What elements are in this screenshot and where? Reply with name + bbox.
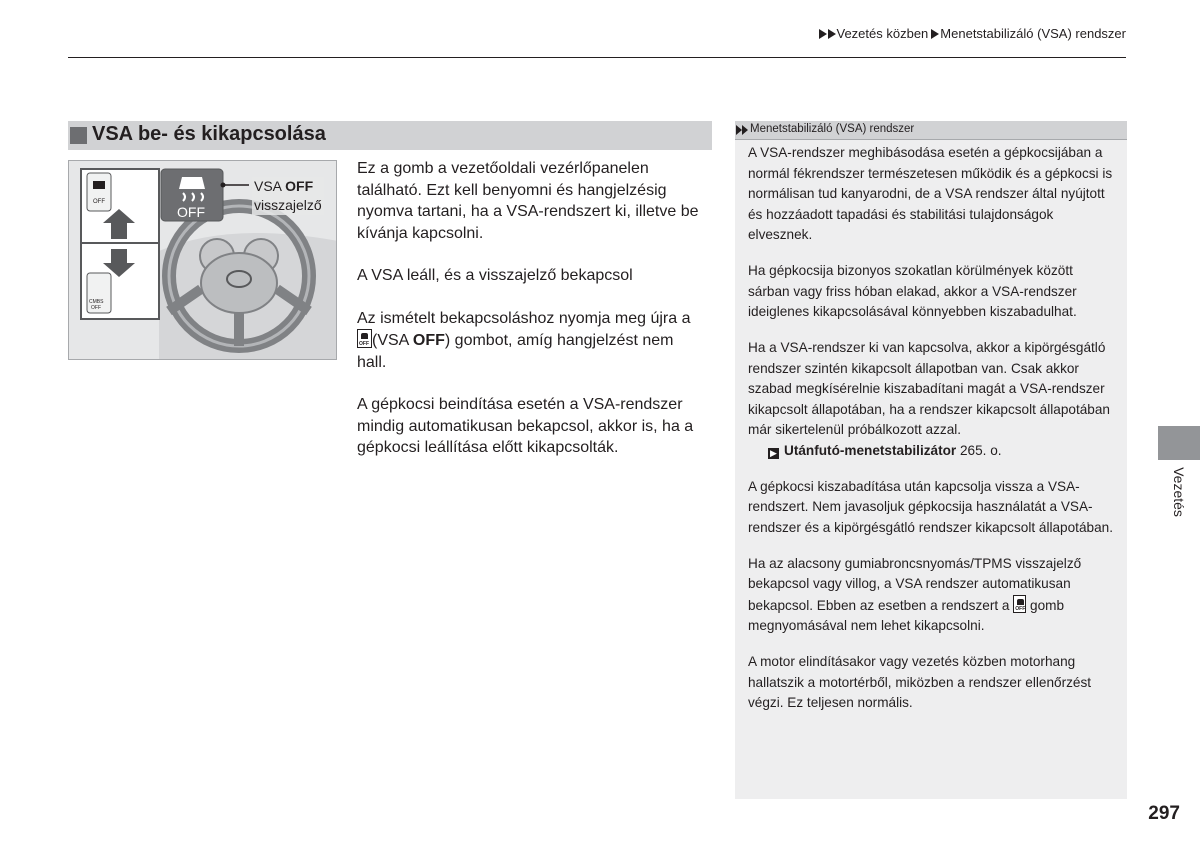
sidebar-body <box>748 143 1118 729</box>
switch-label-bottom: OFF <box>91 305 101 311</box>
cross-reference-link[interactable]: ▶ Utánfutó-menetstabilizátor 265. o. <box>748 441 1118 462</box>
breadcrumb-item-driving: Vezetés közben <box>836 26 929 41</box>
body-paragraph: Az ismételt bekapcsoláshoz nyomja meg újra a OFF (VSA OFF) gombot, amíg hangjelzést nem hall. <box>357 309 691 371</box>
sidebar-paragraph: A motor elindításakor vagy vezetés közben motorhang hallatszik a motortérből, miközben a rendszer ellenőrzést végzi. Ez teljesen normális. <box>748 654 1092 710</box>
main-text <box>357 158 702 480</box>
breadcrumb-item-vsa: Menetstabilizáló (VSA) rendszer <box>940 26 1126 41</box>
header-rule <box>68 57 1126 58</box>
body-paragraph: Ez a gomb a vezetőoldali vezérlőpanelen található. Ezt kell benyomni és hangjelzésig nyomva tartani, ha a VSA-rendszert ki, illetve be kívánja kapcsolni. <box>357 160 699 242</box>
sidebar-paragraph: Ha a VSA-rendszer ki van kapcsolva, akkor a kipörgésgátló rendszer szintén kikapcsolt állapotban van. Csak akkor szabad megkísérelnie kiszabadítani magát a VSA-rendszer kikapcsolt állapotában, ha a rendszer kikapcsolt állapotában már sikertelenül próbálkozott azzal. ▶ Utánfutó-menetstabilizátor 265. o. <box>748 338 1118 461</box>
vsa-off-button-icon: OFF <box>1013 595 1026 613</box>
sidebar-paragraph: A VSA-rendszer meghibásodása esetén a gépkocsijában a normál fékrendszer természetesen működik és a gépkocsi is normálisan tud kanyarodni, de a VSA rendszer által nyújtott és hozzáadott tapadási és stabilitási tulajdonságok elvesznek. <box>748 145 1113 242</box>
xref-arrow-icon: ▶ <box>768 448 779 459</box>
breadcrumb-arrow-icon <box>931 29 939 39</box>
section-square-icon <box>70 127 87 144</box>
body-paragraph: A gépkocsi beindítása esetén a VSA-rendszer mindig automatikusan bekapcsol, akkor is, ha a gépkocsi leállítása előtt kikapcsolták. <box>357 396 694 456</box>
indicator-off-label: OFF <box>177 204 205 220</box>
breadcrumb-arrow-icon <box>828 29 836 39</box>
switch-label-cmbs: CMBS <box>89 299 104 305</box>
sidebar-paragraph: Ha az alacsony gumiabroncsnyomás/TPMS visszajelző bekapcsol vagy villog, a VSA rendszer automatikusan bekapcsol. Ebben az esetben a rendszert a OFF gomb megnyomásával nem lehet kikapcsolni. <box>748 555 1082 633</box>
sidebar-paragraph: A gépkocsi kiszabadítása után kapcsolja vissza a VSA-rendszert. Nem javasoljuk gépkocsija használatát a VSA-rendszer és a kipörgésgátló rendszer kikapcsolt állapotában. <box>748 478 1113 535</box>
vsa-off-callout: VSA OFF visszajelző <box>254 178 322 213</box>
switch-label-top: OFF <box>93 199 105 205</box>
chapter-tab <box>1158 426 1200 460</box>
body-paragraph: A VSA leáll, és a visszajelző bekapcsol <box>357 267 633 284</box>
vsa-off-button-icon: OFF <box>357 329 372 348</box>
vsa-button-illustration <box>68 160 337 360</box>
sidebar-heading: Menetstabilizáló (VSA) rendszer <box>735 121 1127 140</box>
sidebar-note <box>735 121 1127 799</box>
chapter-tab-label: Vezetés <box>1171 467 1187 517</box>
section-heading-bar <box>68 121 712 150</box>
sidebar-paragraph: Ha gépkocsija bizonyos szokatlan körülmények között sárban vagy friss hóban elakad, akkor a VSA-rendszer ideiglenes kikapcsolásával könnyebben kiszabadulhat. <box>748 263 1077 319</box>
breadcrumb <box>819 26 1127 41</box>
breadcrumb-arrow-icon <box>819 29 827 39</box>
section-title: VSA be- és kikapcsolása <box>92 123 326 145</box>
page-number: 297 <box>1148 803 1180 824</box>
